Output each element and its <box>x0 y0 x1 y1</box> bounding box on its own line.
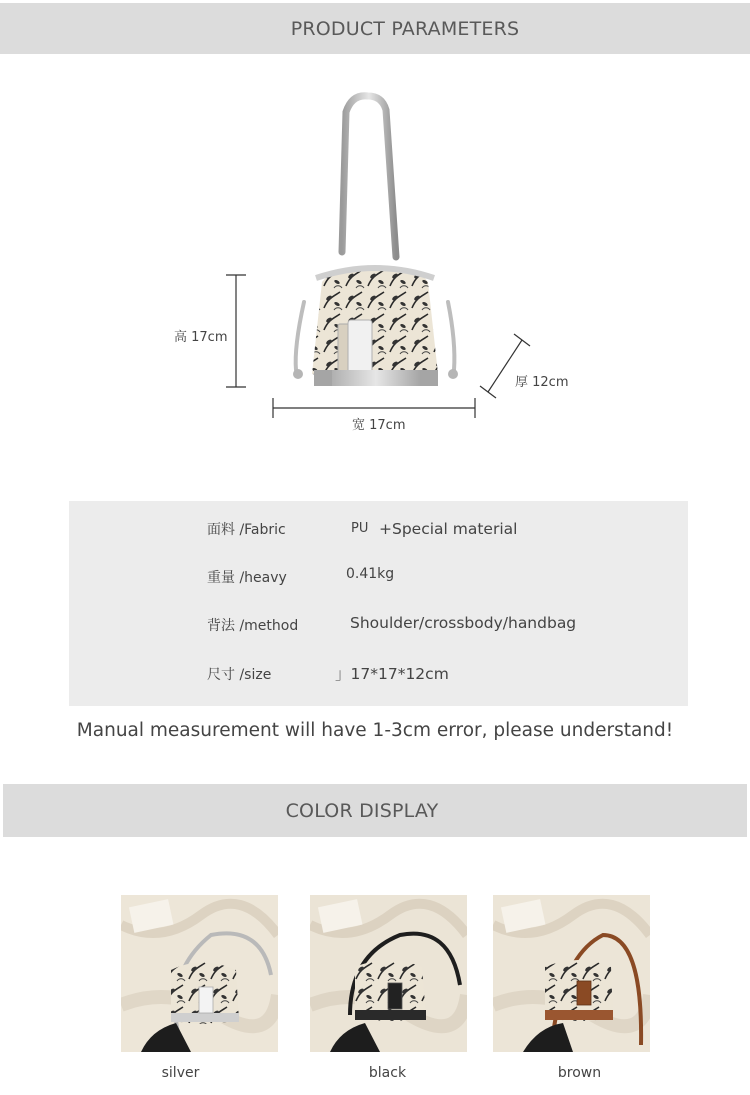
spec-weight-key: 重量 /heavy <box>207 570 287 586</box>
spec-size-key: 尺寸 /size <box>207 667 272 683</box>
spec-table <box>69 501 688 706</box>
width-label: 宽 17cm <box>352 418 406 433</box>
color-swatch-silver[interactable] <box>121 895 278 1052</box>
color-label-brown: brown <box>557 1065 602 1081</box>
spec-weight-value: 0.41kg <box>346 566 395 582</box>
product-parameters-title: PRODUCT PARAMETERS <box>290 17 520 40</box>
spec-method-value: Shoulder/crossbody/handbag <box>350 614 577 632</box>
color-label-silver: silver <box>161 1065 200 1081</box>
dimension-lines <box>0 0 750 460</box>
height-label: 高 17cm <box>174 330 228 345</box>
spec-method-key: 背法 /method <box>207 618 299 634</box>
color-swatch-black[interactable] <box>310 895 467 1052</box>
color-swatch-brown[interactable] <box>493 895 650 1052</box>
spec-fabric-value: +Special material <box>379 520 518 538</box>
spec-fabric-key: 面料 /Fabric <box>207 522 286 538</box>
spec-fabric-prefix: PU <box>351 521 369 536</box>
color-display-banner <box>3 784 747 837</box>
color-label-black: black <box>368 1065 407 1081</box>
spec-size-value: 」17*17*12cm <box>335 665 449 683</box>
color-display-title: COLOR DISPLAY <box>285 799 439 822</box>
measurement-note: Manual measurement will have 1-3cm error, please understand! <box>76 720 674 741</box>
depth-label: 厚 12cm <box>515 375 569 390</box>
